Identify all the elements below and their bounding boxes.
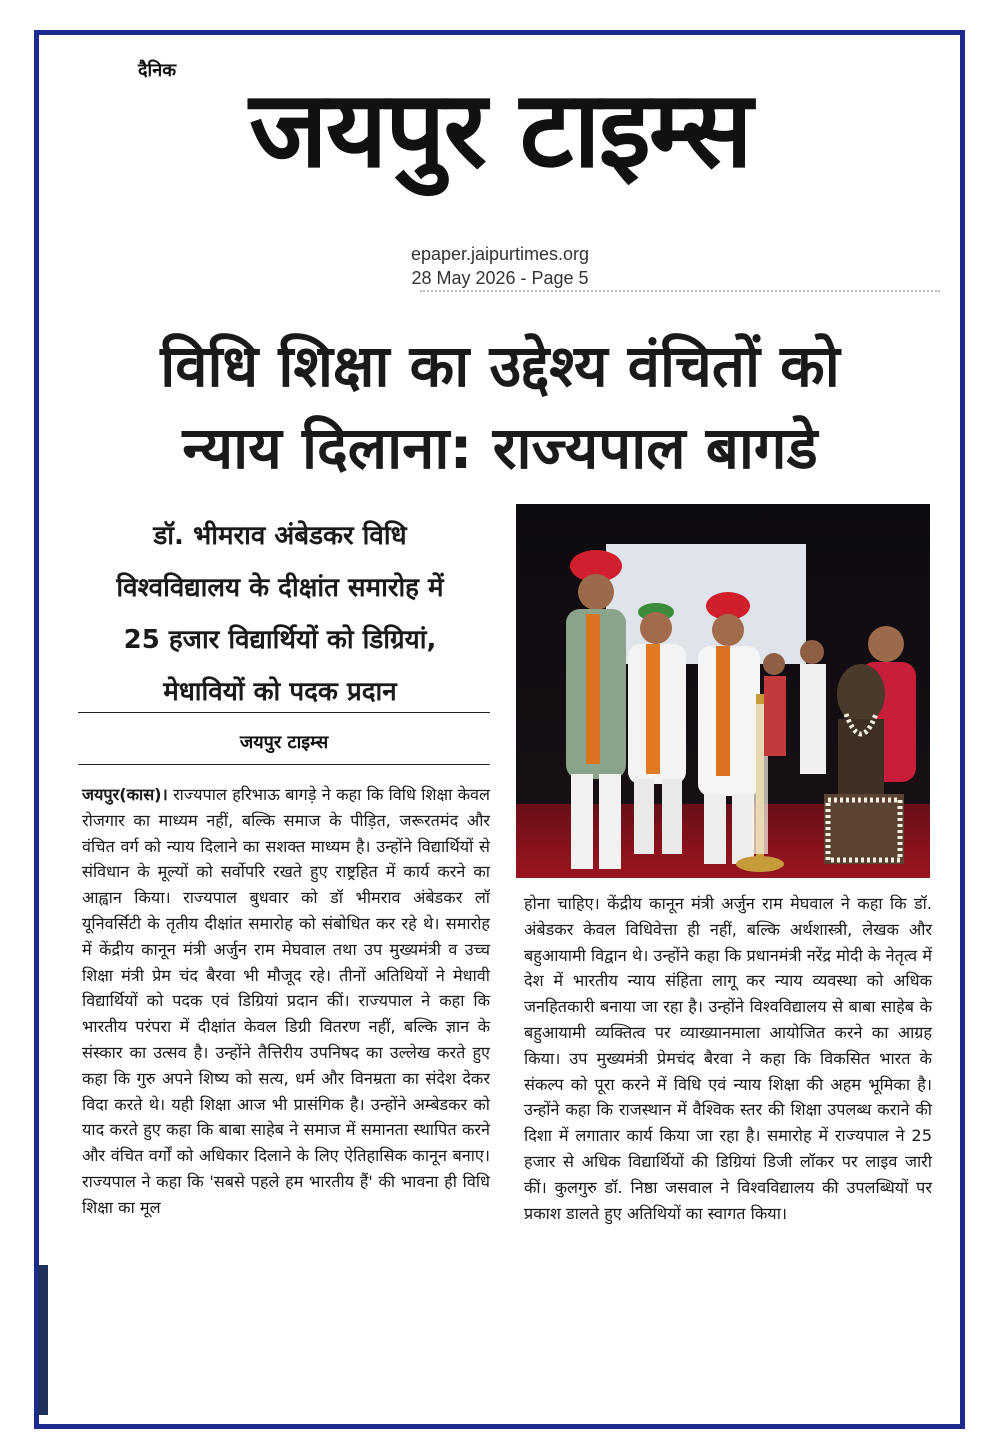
date-page: 28 May 2026 - Page 5	[411, 268, 589, 288]
masthead-prefix: दैनिक	[138, 60, 177, 81]
subhead-line-4: मेधावियों को पदक प्रदान	[163, 677, 397, 707]
dateline: जयपुर(कास)।	[82, 785, 168, 804]
subhead-line-3: 25 हजार विद्यार्थियों को डिग्रियां,	[123, 625, 437, 655]
headline-line-1: विधि शिक्षा का उद्देश्य वंचितों को	[160, 332, 840, 400]
byline-bottom-rule	[78, 764, 490, 765]
subhead-line-2: विश्वविद्यालय के दीक्षांत समारोह में	[116, 573, 444, 603]
faint-divider	[420, 290, 940, 292]
site-url: epaper.jaipurtimes.org	[410, 244, 590, 264]
article-subhead	[70, 510, 490, 718]
newspaper-title: जयपुर टाइम्स	[249, 68, 751, 191]
event-photo	[516, 504, 930, 878]
article-body-left	[82, 782, 490, 1221]
byline-top-rule	[78, 712, 490, 713]
article-body-right: होना चाहिए। केंद्रीय कानून मंत्री अर्जुन राम मेघवाल ने कहा कि डॉ. अंबेडकर केवल विधिवेत्ता ही नहीं, बल्कि अर्थशास्त्री, लेखक और बहुआयामी विद्वान थे। उन्होंने कहा कि प्रधानमंत्री नरेंद्र मोदी के नेतृत्व में देश में भारतीय न्याय संहिता लागू कर न्याय व्यवस्था को अधिक जनहितकारी बनाया जा रहा है। उन्होंने विश्वविद्यालय से बाबा साहेब के बहुआयामी व्यक्तित्व पर व्याख्यानमाला आयोजित करने का आग्रह किया। उप मुख्यमंत्री प्रेमचंद बैरवा ने कहा कि विकसित भारत के संकल्प को पूरा करने में विधि एवं न्याय शिक्षा की अहम भूमिका है। उन्होंने कहा कि राजस्थान में वैश्विक स्तर की शिक्षा उपलब्ध कराने की दिशा में लगातार कार्य किया जा रहा है। समारोह में राज्यपाल ने 25 हजार से अधिक विद्यार्थियों की डिग्रियां डिजी लॉकर पर लाइव जारी कीं। कुलगुरु डॉ. निष्ठा जसवाल ने विश्वविद्यालय की उपलब्धियों पर प्रकाश डालते हुए अतिथियों का स्वागत किया।	[524, 894, 932, 1223]
body-left-text: राज्यपाल हरिभाऊ बागड़े ने कहा कि विधि शिक्षा केवल रोजगार का माध्यम नहीं, बल्कि समाज के पीड़ित, जरूरतमंद और वंचित वर्ग को न्याय दिलाने का सशक्त माध्यम है। उन्होंने विद्यार्थियों से संविधान के मूल्यों को सर्वोपरि रखते हुए राष्ट्रहित में कार्य करने का आह्वान किया। राज्यपाल बुधवार को डॉ भीमराव अंबेडकर लॉ यूनिवर्सिटी के तृतीय दीक्षांत समारोह को संबोधित कर रहे थे। समारोह में केंद्रीय कानून मंत्री अर्जुन राम मेघवाल तथा उप मुख्यमंत्री व उच्च शिक्षा मंत्री प्रेम चंद बैरवा भी मौजूद रहे। तीनों अतिथियों ने मेधावी विद्यार्थियों को पदक एवं डिग्रियां प्रदान कीं। राज्यपाल ने कहा कि भारतीय परंपरा में दीक्षांत केवल डिग्री वितरण नहीं, बल्कि ज्ञान के संस्कार का उत्सव है। उन्होंने तैत्तिरीय उपनिषद का उल्लेख करते हुए कहा कि गुरु अपने शिष्य को सत्य, धर्म और विनम्रता का संदेश देकर विदा करते थे। यही शिक्षा आज भी प्रासंगिक है। उन्होंने अम्बेडकर को याद करते हुए कहा कि बाबा साहेब ने समाज में समानता स्थापित करने और वंचित वर्गों को अधिकार दिलाने के लिए ऐतिहासिक कानून बनाए। राज्यपाल ने कहा कि 'सबसे पहले हम भारतीय हैं' की भावना ही विधि शिक्षा का मूल	[82, 785, 490, 1217]
subhead-line-1: डॉ. भीमराव अंबेडकर विधि	[153, 521, 407, 551]
edition-info	[300, 242, 700, 290]
byline: जयपुर टाइम्स	[239, 732, 329, 753]
page-edge-mark	[38, 1265, 48, 1415]
article-headline	[60, 325, 940, 489]
headline-line-2: न्याय दिलाना: राज्यपाल बागडे	[182, 414, 818, 482]
